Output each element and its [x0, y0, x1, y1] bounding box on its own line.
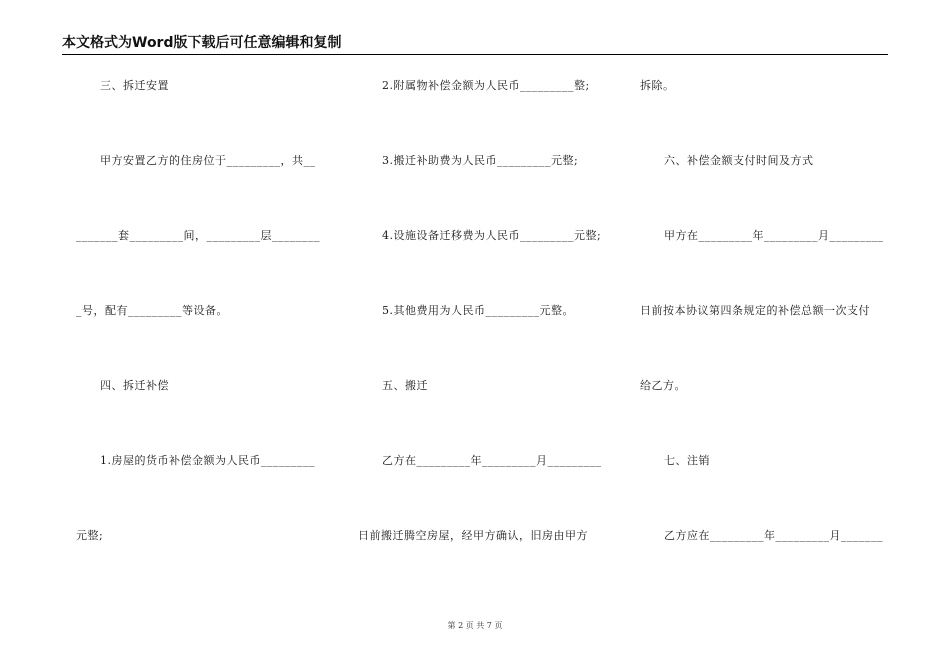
- text-line: 元整;: [76, 529, 104, 542]
- text-line: 5.其他费用为人民币_________元整。: [382, 304, 574, 317]
- text-line: _______套_________间，_________层________: [76, 229, 320, 242]
- heading-moving: 五、搬迁: [382, 379, 428, 392]
- page-number: 第 2 页 共 7 页: [447, 621, 503, 630]
- text-line: 1.房屋的货币补偿金额为人民币_________: [100, 454, 315, 467]
- heading-payment-time-method: 六、补偿金额支付时间及方式: [664, 154, 814, 167]
- header-title: 本文格式为Word版下载后可任意编辑和复制: [62, 35, 342, 51]
- text-line: 乙方应在_________年_________月_______: [664, 529, 883, 542]
- text-line: 甲方安置乙方的住房位于_________，共__: [100, 154, 316, 167]
- heading-relocation-compensation: 四、拆迁补偿: [100, 379, 169, 392]
- text-line: 3.搬迁补助费为人民币_________元整;: [382, 154, 579, 167]
- heading-relocation-placement: 三、拆迁安置: [100, 79, 169, 92]
- text-line: 乙方在_________年_________月_________: [382, 454, 602, 467]
- heading-cancellation: 七、注销: [664, 454, 710, 467]
- text-line: _号，配有_________等设备。: [76, 304, 228, 317]
- text-line: 2.附属物补偿金额为人民币_________整;: [382, 79, 590, 92]
- text-line: 日前搬迁腾空房屋，经甲方确认，旧房由甲方: [358, 529, 588, 542]
- text-line: 给乙方。: [640, 379, 686, 392]
- text-line: 拆除。: [640, 79, 675, 92]
- text-line: 甲方在_________年_________月_________: [664, 229, 884, 242]
- text-line: 日前按本协议第四条规定的补偿总额一次支付: [640, 304, 870, 317]
- document-header: [62, 34, 888, 55]
- text-line: 4.设施设备迁移费为人民币_________元整;: [382, 229, 602, 242]
